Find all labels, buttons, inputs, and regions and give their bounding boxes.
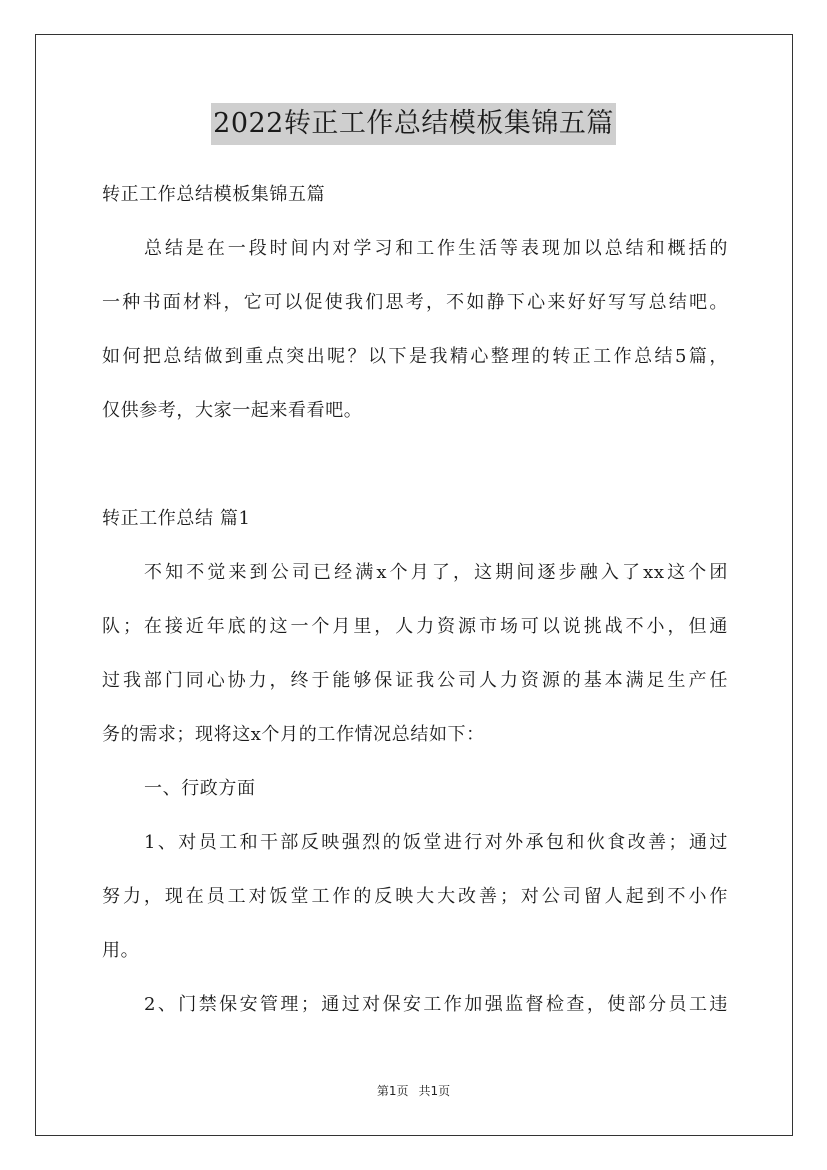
- section-heading: 转正工作总结 篇1: [102, 508, 251, 529]
- item2-line: 2、门禁保安管理；通过对保安工作加强监督检查，使部分员工违: [144, 994, 728, 1015]
- footer-page-number: 第1页: [376, 1084, 409, 1098]
- document-body: [102, 168, 728, 1032]
- sub-heading: 一、行政方面: [144, 778, 256, 799]
- intro-line: 如何把总结做到重点突出呢？以下是我精心整理的转正工作总结5篇，: [102, 346, 728, 367]
- document-title-wrap: [0, 102, 827, 145]
- paragraph-gap: [102, 438, 728, 492]
- document-subtitle: 转正工作总结模板集锦五篇: [102, 184, 326, 205]
- item1-line: 1、对员工和干部反映强烈的饭堂进行对外承包和伙食改善；通过: [144, 832, 728, 853]
- intro-line: 总结是在一段时间内对学习和工作生活等表现加以总结和概括的: [144, 238, 728, 259]
- intro-line: 仅供参考，大家一起来看看吧。: [102, 400, 363, 421]
- page-footer: [0, 1082, 827, 1099]
- intro-line: 一种书面材料，它可以促使我们思考，不如静下心来好好写写总结吧。: [102, 292, 728, 313]
- item1-line: 努力，现在员工对饭堂工作的反映大大改善；对公司留人起到不小作: [102, 886, 728, 907]
- body-line: 过我部门同心协力，终于能够保证我公司人力资源的基本满足生产任: [102, 670, 728, 691]
- document-title: 2022转正工作总结模板集锦五篇: [211, 103, 616, 145]
- body-line: 队；在接近年底的这一个月里，人力资源市场可以说挑战不小，但通: [102, 616, 728, 637]
- item1-line: 用。: [102, 940, 140, 961]
- body-line: 不知不觉来到公司已经满x个月了，这期间逐步融入了xx这个团: [144, 562, 728, 583]
- footer-total-pages: 共1页: [418, 1084, 451, 1098]
- body-line: 务的需求；现将这x个月的工作情况总结如下：: [102, 724, 485, 745]
